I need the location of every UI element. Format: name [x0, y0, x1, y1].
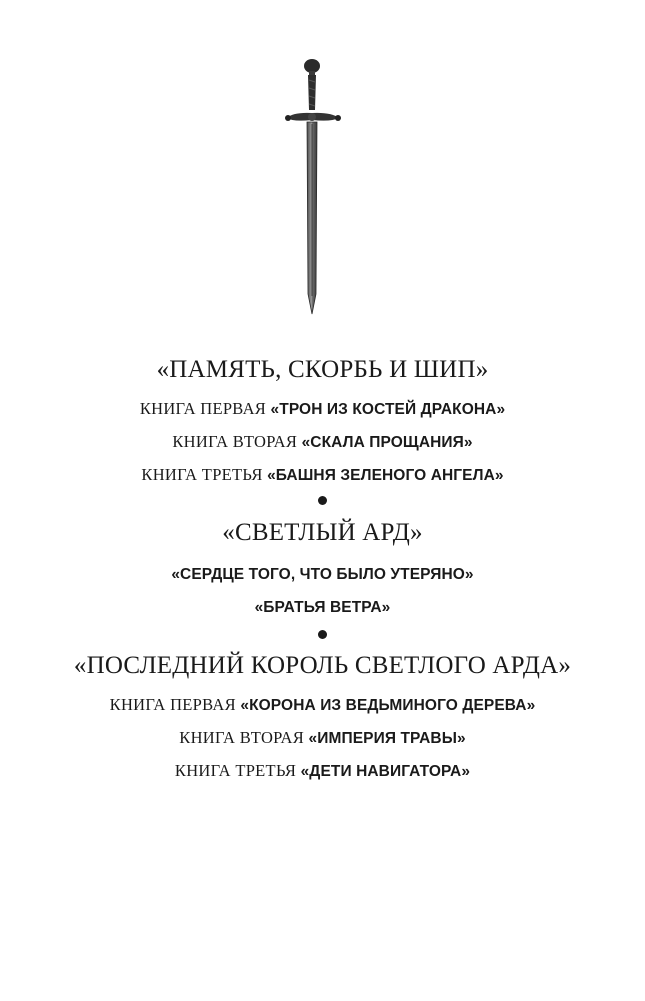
- book-prefix: КНИГА ВТОРАЯ: [172, 432, 302, 451]
- book-prefix: КНИГА ПЕРВАЯ: [139, 399, 271, 418]
- book-title: «ИМПЕРИЯ ТРАВЫ»: [308, 730, 466, 747]
- book-entry: [0, 728, 645, 749]
- book-entry: [0, 399, 645, 420]
- book-title: «БРАТЬЯ ВЕТРА»: [254, 599, 391, 616]
- series-title: «СВЕТЛЫЙ АРД»: [222, 519, 423, 546]
- book-prefix: КНИГА ПЕРВАЯ: [109, 695, 241, 714]
- book-entry: [0, 597, 645, 618]
- separator-dot: [318, 496, 327, 505]
- book-prefix: КНИГА ТРЕТЬЯ: [141, 465, 268, 484]
- series-title: «ПАМЯТЬ, СКОРБЬ И ШИП»: [156, 356, 489, 383]
- book-entry: [0, 761, 645, 782]
- sword-icon: [283, 58, 343, 316]
- book-title: «ДЕТИ НАВИГАТОРА»: [300, 763, 471, 780]
- book-entry: [0, 695, 645, 716]
- book-entry: [0, 465, 645, 486]
- book-entry: [0, 564, 645, 585]
- book-title: «СКАЛА ПРОЩАНИЯ»: [301, 434, 473, 451]
- separator-dot: [318, 630, 327, 639]
- book-prefix: КНИГА ТРЕТЬЯ: [174, 761, 301, 780]
- series-list: [0, 355, 645, 782]
- book-title: «КОРОНА ИЗ ВЕДЬМИНОГО ДЕРЕВА»: [240, 697, 536, 714]
- series-title: «ПОСЛЕДНИЙ КОРОЛЬ СВЕТЛОГО АРДА»: [73, 652, 572, 679]
- book-title: «БАШНЯ ЗЕЛЕНОГО АНГЕЛА»: [267, 467, 504, 484]
- book-prefix: КНИГА ВТОРАЯ: [179, 728, 309, 747]
- book-entry: [0, 432, 645, 453]
- book-title: «ТРОН ИЗ КОСТЕЙ ДРАКОНА»: [270, 401, 506, 418]
- book-title: «СЕРДЦЕ ТОГО, ЧТО БЫЛО УТЕРЯНО»: [171, 566, 474, 583]
